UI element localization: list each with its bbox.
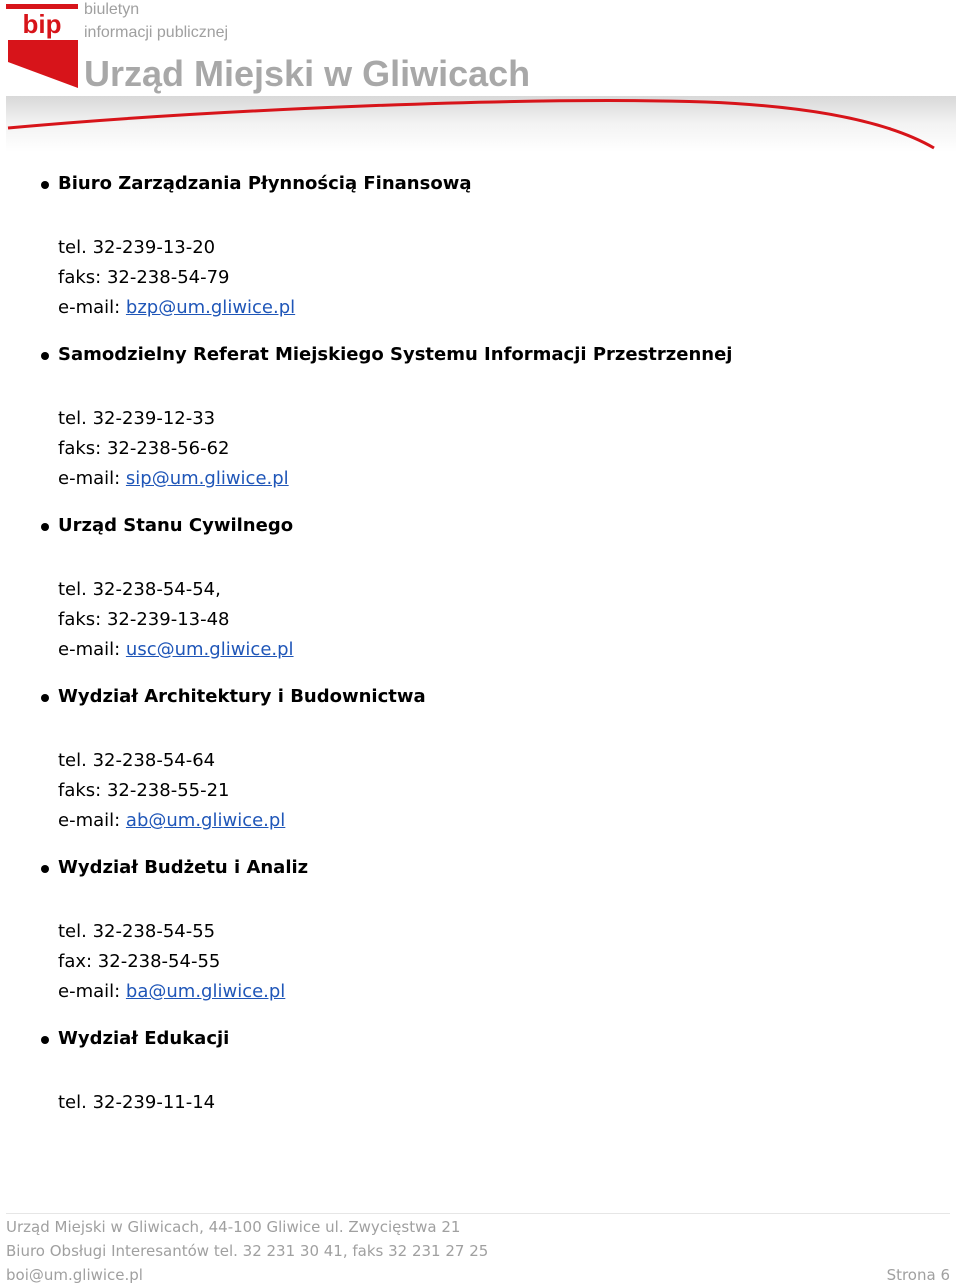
contact-section [0, 1027, 960, 1121]
page-header [0, 0, 960, 152]
bullet-icon [41, 865, 49, 873]
phone-line: tel. 32-239-13-20 [58, 237, 216, 258]
bullet-icon [41, 523, 49, 531]
email-label: e-mail: [58, 639, 126, 660]
contact-details [58, 1091, 960, 1121]
contact-details [58, 236, 960, 326]
phone-line: tel. 32-238-54-55 [58, 921, 216, 942]
email-line [58, 296, 960, 326]
contact-details [58, 920, 960, 1010]
bullet-icon [41, 352, 49, 360]
footer-phone: Biuro Obsługi Interesantów tel. 32 231 30 41, faks 32 231 27 25 [6, 1242, 489, 1260]
section-title: Wydział Architektury i Budownictwa [58, 686, 426, 707]
email-label: e-mail: [58, 981, 126, 1002]
footer-divider [6, 1213, 950, 1214]
email-line [58, 809, 960, 839]
section-title: Wydział Budżetu i Analiz [58, 857, 309, 878]
email-link[interactable]: sip@um.gliwice.pl [125, 468, 289, 489]
phone-line: tel. 32-239-12-33 [58, 408, 216, 429]
email-link[interactable]: ab@um.gliwice.pl [125, 810, 286, 831]
bullet-icon [41, 1036, 49, 1044]
section-title: Urząd Stanu Cywilnego [58, 515, 294, 536]
email-line [58, 467, 960, 497]
fax-line: faks: 32-238-54-79 [58, 267, 230, 288]
bullet-icon [41, 181, 49, 189]
email-label: e-mail: [58, 810, 126, 831]
contact-section [0, 343, 960, 497]
phone-line: tel. 32-239-11-14 [58, 1092, 216, 1113]
phone-line: tel. 32-238-54-64 [58, 750, 216, 771]
email-line [58, 638, 960, 668]
bip-subtitle-line2: informacji publicznej [84, 24, 229, 41]
contact-section [0, 856, 960, 1010]
bip-logo-icon [6, 4, 80, 90]
bip-subtitle-line1: biuletyn [84, 1, 140, 18]
section-title: Samodzielny Referat Miejskiego Systemu Informacji Przestrzennej [58, 344, 733, 365]
fax-line: faks: 32-239-13-48 [58, 609, 230, 630]
email-link[interactable]: bzp@um.gliwice.pl [125, 297, 296, 318]
phone-line: tel. 32-238-54-54, [58, 579, 221, 600]
header-swoosh-decoration [6, 96, 956, 152]
contact-details [58, 407, 960, 497]
contact-section [0, 685, 960, 839]
email-label: e-mail: [58, 468, 126, 489]
contact-details [58, 749, 960, 839]
organization-title: Urząd Miejski w Gliwicach [84, 53, 531, 94]
page-number: Strona 6 [886, 1266, 950, 1284]
contact-details [58, 578, 960, 668]
svg-text:bip: bip [22, 9, 62, 39]
footer-email: boi@um.gliwice.pl [6, 1266, 143, 1284]
email-link[interactable]: ba@um.gliwice.pl [125, 981, 286, 1002]
email-link[interactable]: usc@um.gliwice.pl [125, 639, 294, 660]
fax-line: faks: 32-238-56-62 [58, 438, 230, 459]
section-title: Biuro Zarządzania Płynnością Finansową [58, 173, 472, 194]
contact-section [0, 514, 960, 668]
bullet-icon [41, 694, 49, 702]
contact-section [0, 172, 960, 326]
fax-line: faks: 32-238-55-21 [58, 780, 230, 801]
footer-address: Urząd Miejski w Gliwicach, 44-100 Gliwice ul. Zwycięstwa 21 [6, 1218, 461, 1236]
email-line [58, 980, 960, 1010]
email-label: e-mail: [58, 297, 126, 318]
fax-line: fax: 32-238-54-55 [58, 951, 221, 972]
section-title: Wydział Edukacji [58, 1028, 230, 1049]
